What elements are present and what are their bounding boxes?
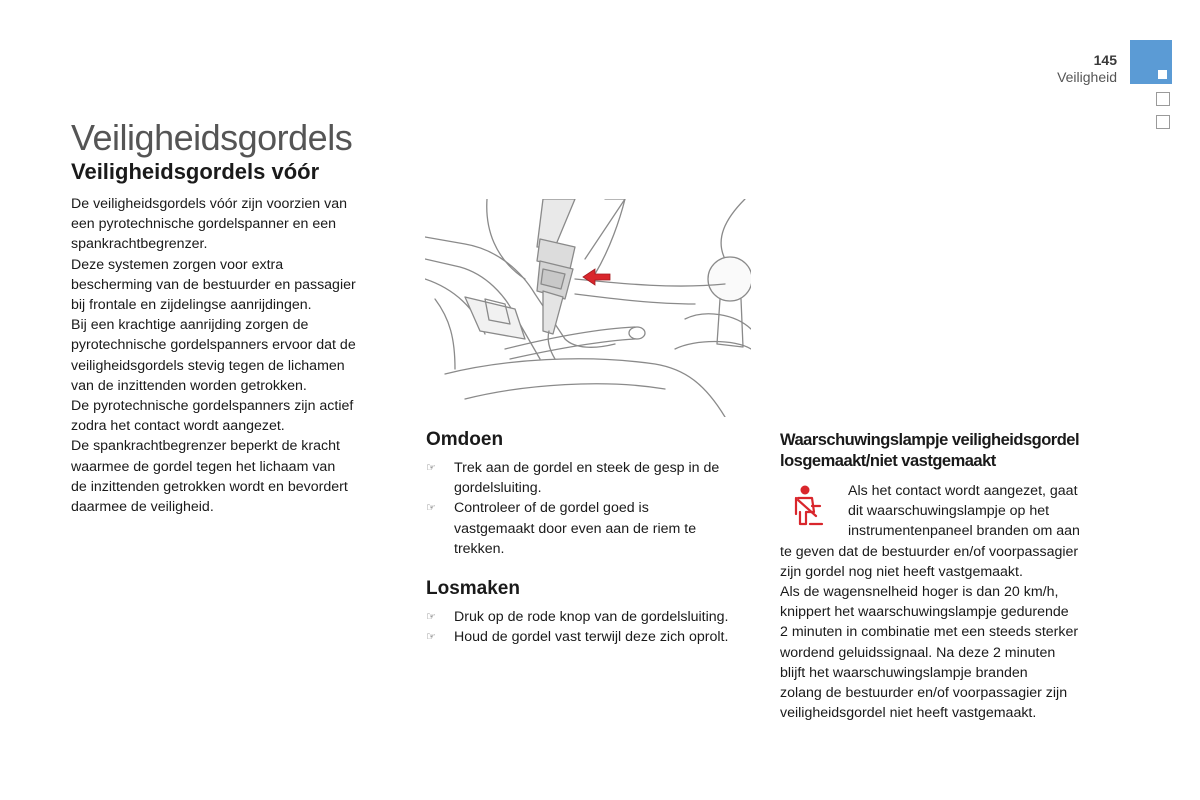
warning-line: Als de wagensnelheid hoger is dan 20 km/h, [780,584,1059,601]
list-item-line: gordelsluiting. [454,480,542,497]
intro-line: Deze systemen zorgen voor extra [71,256,284,273]
intro-line: waarmee de gordel tegen het lichaam van [71,458,336,475]
list-item-line: Trek aan de gordel en steek de gesp in de [454,460,720,476]
page-title: Veiligheidsgordels [71,117,353,158]
list-item-line: vastgemaakt door even aan de riem te [454,520,697,537]
intro-line: daarmee de veiligheid. [71,499,214,516]
list-item-line: Druk op de rode knop van de gordelsluiting. [454,609,729,625]
intro-line: De veiligheidsgordels vóór zijn voorzien van [71,196,348,212]
intro-line: Bij een krachtige aanrijding zorgen de [71,317,309,334]
intro-line: De spankrachtbegrenzer beperkt de kracht [71,438,340,455]
hand-pointer-icon: ☞ [426,502,436,515]
chapter-tab-marker [1158,70,1167,79]
list-item [426,627,756,647]
intro-line: van de inzittenden worden getrokken. [71,377,307,394]
list-item-line: Controleer of de gordel goed is [454,500,649,517]
intro-text [71,194,391,517]
section-name: Veiligheid [1057,69,1117,85]
list-item-line: Houd de gordel vast terwijl deze zich oprolt. [454,629,729,646]
intro-line: De pyrotechnische gordelspanners zijn actief [71,398,354,415]
warning-line: knippert het waarschuwingslampje gedurende [780,604,1069,621]
hand-pointer-icon: ☞ [426,631,436,644]
warning-heading-line: losgemaakt/niet vastgemaakt [780,452,996,470]
intro-line: veiligheidsgordels stevig tegen de lichamen [71,357,345,374]
losmaken-list [426,607,756,647]
warning-line: zijn gordel nog niet heeft vastgemaakt. [780,563,1023,580]
warning-line: veiligheidsgordel niet heeft vastgemaakt. [780,705,1037,722]
warning-line: blijft het waarschuwingslampje branden [780,664,1028,681]
warning-line: Als het contact wordt aangezet, gaat [848,483,1078,499]
warning-line: dit waarschuwingslampje op het [848,503,1050,520]
intro-line: zodra het contact wordt aangezet. [71,418,285,435]
intro-line: bescherming van de bestuurder en passagier [71,276,356,293]
heading-omdoen: Omdoen [426,429,504,450]
hand-pointer-icon: ☞ [426,462,436,474]
heading-losmaken: Losmaken [426,578,520,599]
intro-line: bij frontale en zijdelingse aanrijdingen. [71,297,312,314]
omdoen-list [426,458,756,559]
list-item [426,607,756,627]
intro-line: spankrachtbegrenzer. [71,236,208,253]
warning-line: zolang de bestuurder en/of voorpassagier zijn [780,685,1068,702]
warning-text [780,481,1110,723]
hand-pointer-icon: ☞ [426,611,436,623]
intro-line: pyrotechnische gordelspanners ervoor dat de [71,337,356,354]
chapter-tab-box-1[interactable] [1156,92,1170,106]
warning-heading [780,430,1120,472]
intro-line: een pyrotechnische gordelspanner en een [71,216,337,233]
page-number: 145 [1093,52,1117,68]
warning-line: te geven dat de bestuurder en/of voorpassagier [780,543,1079,560]
warning-line: instrumentenpaneel branden om aan [848,523,1080,540]
chapter-tab-box-2[interactable] [1156,115,1170,129]
warning-heading-line: Waarschuwingslampje veiligheidsgordel [780,431,1080,449]
list-item [426,458,756,498]
intro-line: de inzittenden getrokken wordt en bevordert [71,478,348,495]
list-item-line: trekken. [454,540,505,557]
warning-line: 2 minuten in combinatie met een steeds sterker [780,624,1079,641]
seatbelt-buckle-illustration [425,199,751,417]
warning-line: wordend geluidssignaal. Na deze 2 minuten [780,644,1056,661]
list-item [426,498,756,559]
section-subtitle: Veiligheidsgordels vóór [71,159,320,184]
chapter-tab-active[interactable] [1130,40,1172,84]
